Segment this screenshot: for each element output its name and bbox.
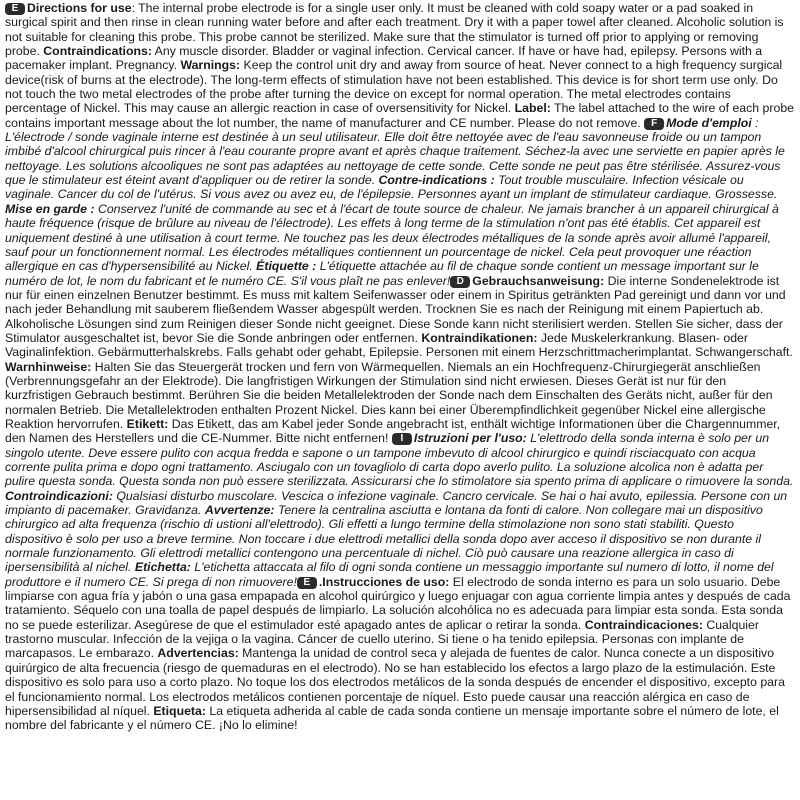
section-text: Tout trouble musculaire. Infection vésicale ou vaginale. Cancer du col de l'utérus. Si vous avez ou avez eu, de l'épilepsie. Personnes ayant un implant de stimulateur cardiaque. Grossesse. [5, 173, 778, 202]
language-badge-icon: E [297, 577, 317, 589]
section-heading: Advertencias: [157, 646, 239, 661]
section-text: Any muscle disorder. Bladder or vaginal infection. Cervical cancer. If have or have had, epilepsy. Persons with a pacemaker implant. Pregnancy. [5, 44, 763, 73]
section-heading: Kontraindikationen: [421, 330, 538, 345]
language-badge-icon: E [5, 3, 25, 15]
section-text: Jede Muskelerkrankung. Blasen- oder Vaginalinfektion. Gebärmutterhalskrebs. Falls gehabt oder gehabt, Epilepsie. Personen mit einem Herzschrittmacherimplantat. Schwangerschaft. [5, 330, 793, 360]
section-text: : The internal probe electrode is for a single user only. It must be cleaned with cold soapy water or a pad soaked in surgical spirit and then rinse in clean running water before and after each treatment. Dry it with a paper towel after cleaned. Alcoholic solution is not suitable for cleaning this probe. This probe cannot be sterilized. Make sure that the stimulator is turned off prior to applying or removing probe. [5, 1, 784, 59]
section-text: Tenere la centralina asciutta e lontana da fonti di calore. Non collegare mai un dispositivo chirurgico ad alta frequenza (rischio di ustioni all'elettrodo). Gli effetti a lungo termine della stimolazione non sono stati stabiliti. Questo dispositivo è solo per uso a breve termine. Non toccare i due elettrodi metallici della sonda dopo aver acceso il dispositivo se non durante il normale funzionamento. Gli elettrodi metallici contengono una percentuale di nichel. Ciò può causare una reazione allergica in caso di ipersensibilità al nichel. [5, 503, 763, 575]
section-text: : L'électrode / sonde vaginale interne est destinée à un seul utilisateur. Elle doit être nettoyée avec de l'eau savonneuse froide ou un tampon imbibé d'alcool chirurgical puis rincer à l'eau courante propre avant et après chaque traitement. Séchez-la avec une serviette en papier après le nettoyage. Les solutions alcooliques ne sont pas adaptées au nettoyage de cette sonde. Cette sonde ne peut pas être stérilisée. Assurez-vous que le stimulateur est éteint avant d'appliquer ou de retirer la sonde. [5, 115, 785, 188]
section-text: The label attached to the wire of each probe contains important message about the lot number, the name of manufacturer and CE number. Please do not remove. [5, 101, 794, 130]
section-text: L'étiquette attachée au fil de chaque sonde contient un message important sur le numéro de lot, le nom du fabricant et le numéro CE. S'il vous plaît ne pas enlever! [5, 259, 759, 288]
section-text: L'etichetta attaccata al filo di ogni sonda contiene un messaggio importante sul numero di lotto, il nome del produttore e il numero CE. Si prega di non rimuovere! [5, 560, 774, 589]
language-badge-icon: F [644, 118, 664, 130]
section-heading: Istruzioni per l'uso: [413, 431, 527, 446]
section-text: El electrodo de sonda interno es para un solo usuario. Debe limpiarse con agua fría y jabón o una gasa empapada en alcohol quirúrgico y luego enjuagar con agua corriente limpia antes y después de cada tratamiento. Séquelo con una toalla de papel después de limpiarlo. La solución alcohólica no es adecuada para limpiar esta sonda. Esta sonda no se puede esterilizar. Asegúrese de que el estimulador esté apagado antes de aplicar o retirar la sonda. [5, 574, 791, 632]
section-heading: Warnhinweise: [5, 359, 92, 374]
section-1 [5, 116, 785, 288]
section-text: Cualquier trastorno muscular. Infección de la vejiga o la vagina. Cáncer de cuello uterino. Si tiene o ha tenido epilepsia. Personas con implante de marcapasos. Le embarazo. [5, 617, 759, 661]
section-text: Halten Sie das Steuergerät trocken und fern von Wärmequellen. Niemals an ein Hochfrequenz-Chirurgiegerät anschließen (Verbrennungsgefahr an der Elektrode). Die langfristigen Wirkungen der Stimulation sind nicht erwiesen. Dieses Gerät ist nur für den kurzfristigen Gebrauch bestimmt. Berühren Sie die beiden Metallelektroden der Sonde nach dem Einschalten des Geräts nicht, außer für den normalen Betrieb. Die Metallelektroden enthalten Prozent Nickel. Dies kann bei einer Überempfindlichkeit gegenüber Nickel eine allergische Reaktion hervorrufen. [5, 359, 773, 431]
section-heading: Avvertenze: [204, 503, 275, 518]
section-heading: Contre-indications : [378, 173, 495, 188]
section-text: La etiqueta adherida al cable de cada sonda contiene un mensaje importante sobre el número de lote, el nombre del fabricante y el número CE. ¡No lo elimine! [5, 703, 779, 733]
section-text: L'elettrodo della sonda interna è solo per un singolo utente. Deve essere pulito con acqua fredda e sapone o un tampone imbevuto di alcool chirurgico e quindi risciacquato con acqua corrente pulita prima e dopo ogni trattamento. Asciugalo con un tovagliolo di carta dopo averlo pulito. La soluzione alcolica non è adatta per pulire questa sonda. Questa sonda non può essere sterilizzata. Assicurarsi che lo stimolatore sia spento prima di applicare o rimuovere la sonda. [5, 431, 794, 489]
section-text: Qualsiasi disturbo muscolare. Vescica o infezione vaginale. Cancro cervicale. Se hai o hai avuto, epilessia. Persone con un impianto di pacemaker. Gravidanza. [5, 488, 788, 518]
section-heading: Instrucciones de uso: [322, 574, 450, 589]
language-badge-icon: I [392, 433, 412, 445]
section-heading: Etichetta: [134, 560, 191, 575]
section-heading: Etiqueta: [153, 703, 206, 718]
section-heading: Warnings: [180, 58, 241, 73]
section-heading: Controindicazioni: [5, 488, 113, 503]
section-text: Das Etikett, das am Kabel jeder Sonde angebracht ist, enthält wichtige Informationen über die Chargennummer, den Namen des Herstellers und die CE-Nummer. Bitte nicht entfernen! [5, 416, 781, 446]
section-0 [5, 1, 794, 130]
section-4 [5, 575, 790, 732]
section-heading: Label: [514, 101, 551, 116]
section-2 [5, 274, 793, 446]
section-text: Conservez l'unité de commande au sec et à l'écart de toute source de chaleur. Ne jamais brancher à un appareil chirurgical à haute fréquence (risque de brûlure au niveau de l'électrode). Les effets à long terme de la stimulation n'ont pas été établis. Cet appareil est uniquement destiné à une utilisation à court terme. Ne touchez pas les deux électrodes métalliques de la sonde après avoir allumé l'appareil, sauf pour un fonctionnement normal. Les électrodes métalliques contiennent un pourcentage de nickel. Cela peut provoquer une réaction allergique en cas d'hypersensibilité au Nickel. [5, 201, 779, 274]
section-heading: Mise en garde : [5, 201, 95, 216]
language-badge-icon: D [450, 276, 470, 288]
section-heading: Directions for use [27, 1, 132, 15]
section-heading: Contraindications: [43, 44, 152, 59]
section-text: Keep the control unit dry and away from source of heat. Never connect to a high frequency surgical device(risk of burns at the electrode). The long-term effects of stimulation have not been established. This device is for short term use only. Do not touch the two metal electrodes of the probe after turning the device on except for normal operation. The metal electrodes contains percentage of Nickel. This may cause an allergic reaction in case of oversensitivity for Nickel. [5, 58, 783, 116]
section-3 [5, 431, 793, 588]
section-heading: Contraindicaciones: [584, 617, 703, 632]
section-heading: Étiquette : [256, 259, 317, 274]
section-heading: Etikett: [126, 416, 169, 431]
section-heading: Mode d'emploi [666, 115, 752, 130]
section-text: Die interne Sondenelektrode ist nur für einen einzelnen Benutzer bestimmt. Es muss mit kaltem Seifenwasser oder einem in Spiritus getränkten Pad gereinigt und dann vor und nach jeder Behandlung mit sauberem fließendem Wasser abgespült werden. Trocknen Sie es nach der Reinigung mit einem Papiertuch ab. Alkoholische Lösungen sind zum Reinigen dieser Sonde nicht geeignet. Diese Sonde kann nicht sterilisiert werden. Stellen Sie sicher, dass der Stimulator ausgeschaltet ist, bevor Sie die Sonde anbringen oder entfernen. [5, 273, 786, 345]
section-heading: Gebrauchsanweisung: [472, 273, 605, 288]
section-lead: . [318, 574, 323, 589]
section-text: Mantenga la unidad de control seca y alejada de fuentes de calor. Nunca conecte a un dispositivo quirúrgico de alta frecuencia (riesgo de quemaduras en el electrodo). No se han establecido los efectos a largo plazo de la estimulación. Este dispositivo es solo para uso a corto plazo. No toque los dos electrodos metálicos de la sonda después de encender el dispositivo, excepto para el funcionamiento normal. Los electrodos metálicos contienen porcentaje de níquel. Esto puede causar una reacción alérgica en caso de hipersensibilidad al níquel. [5, 646, 785, 718]
